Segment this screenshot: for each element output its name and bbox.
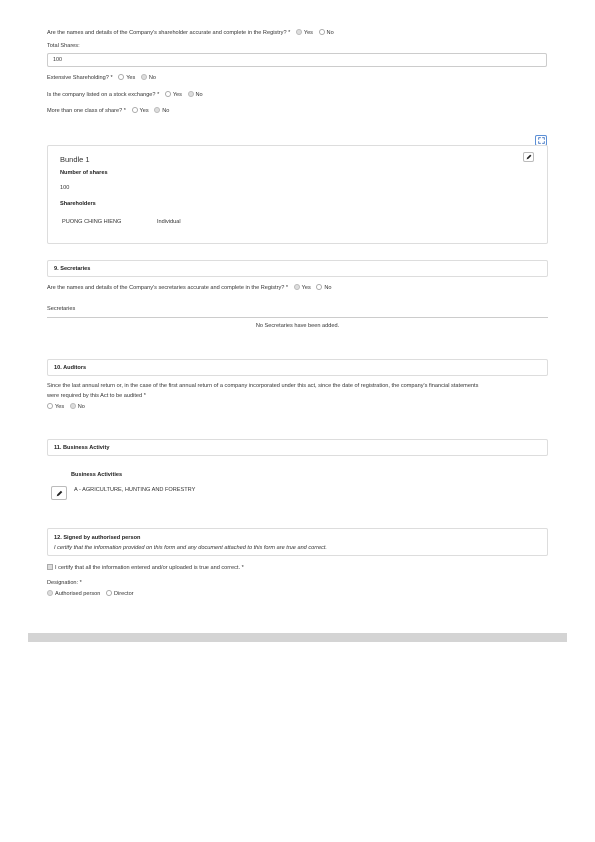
business-activities-label: Business Activities (71, 472, 123, 478)
certify-checkbox-row: I certify that all the information entered and/or uploaded is true and correct. * (47, 564, 244, 571)
total-shares-input[interactable]: 100 (47, 53, 547, 67)
bundle-shares-value: 100 (60, 185, 70, 191)
certify-note: I certify that the information provided on this form and any document attached to this form are true and correct. (54, 545, 327, 551)
auditors-options: Yes No (43, 403, 85, 410)
secretaries-empty-text: No Secretaries have been added. (255, 323, 340, 329)
designation-director-radio[interactable] (106, 590, 112, 596)
pencil-icon (526, 154, 532, 160)
secretaries-no-radio[interactable] (316, 284, 322, 290)
certify-checkbox[interactable] (47, 564, 53, 570)
auditors-question-line1: Since the last annual return or, in the case of the first annual return of a company incorporated under this act, since the date of registration, the company's financial statements (47, 383, 479, 389)
extensive-yes-radio[interactable] (118, 74, 124, 80)
secretaries-yes-radio[interactable] (294, 284, 300, 290)
share-classes-no-radio[interactable] (154, 107, 160, 113)
stock-exchange-question: Is the company listed on a stock exchange? * Yes No (47, 92, 203, 98)
secretaries-section-header: 9. Secretaries (47, 260, 548, 277)
shareholders-question: Are the names and details of the Company's shareholder accurate and complete in the Registry? * Yes No (47, 30, 334, 36)
auditors-no-radio[interactable] (70, 403, 76, 409)
edit-business-activity-button[interactable] (51, 486, 67, 500)
bundle-shares-label: Number of shares (60, 170, 108, 176)
secretaries-question: Are the names and details of the Company's secretaries accurate and complete in the Registry? * Yes No (47, 285, 332, 291)
stock-exchange-yes-radio[interactable] (165, 91, 171, 97)
pencil-icon (56, 490, 63, 497)
shareholder-type: Individual (157, 219, 181, 225)
bundle-panel (47, 145, 548, 244)
auditors-yes-radio[interactable] (47, 403, 53, 409)
extensive-shareholding-question: Extensive Shareholding? * Yes No (47, 75, 157, 81)
bundle-title: Bundle 1 (60, 155, 90, 164)
share-classes-yes-radio[interactable] (132, 107, 138, 113)
designation-label: Designation: * (47, 580, 82, 586)
extensive-no-radio[interactable] (141, 74, 147, 80)
share-classes-question: More than one class of share? * Yes No (47, 108, 170, 114)
bundle-shareholders-label: Shareholders (60, 201, 96, 207)
edit-bundle-button[interactable] (523, 152, 534, 162)
shareholder-name: PUONG CHING HIENG (62, 219, 122, 225)
stock-exchange-no-radio[interactable] (188, 91, 194, 97)
designation-authorised-radio[interactable] (47, 590, 53, 596)
secretaries-divider (47, 317, 548, 318)
business-activity-item: A - AGRICULTURE, HUNTING AND FORESTRY (74, 487, 196, 493)
signed-section-header: 12. Signed by authorised person I certify that the information provided on this form and any document attached to this form are true and correct. (47, 528, 548, 556)
designation-options: Authorised person Director (43, 590, 134, 597)
secretaries-list-label: Secretaries (47, 306, 76, 312)
business-section-header: 11. Business Activity (47, 439, 548, 456)
auditors-question-line2: were required by this Act to be audited * (47, 393, 146, 399)
auditors-section-header: 10. Auditors (47, 359, 548, 376)
footer-bar (28, 633, 567, 642)
shareholders-yes-radio[interactable] (296, 29, 302, 35)
total-shares-label: Total Shares: (47, 43, 80, 49)
shareholders-no-radio[interactable] (319, 29, 325, 35)
